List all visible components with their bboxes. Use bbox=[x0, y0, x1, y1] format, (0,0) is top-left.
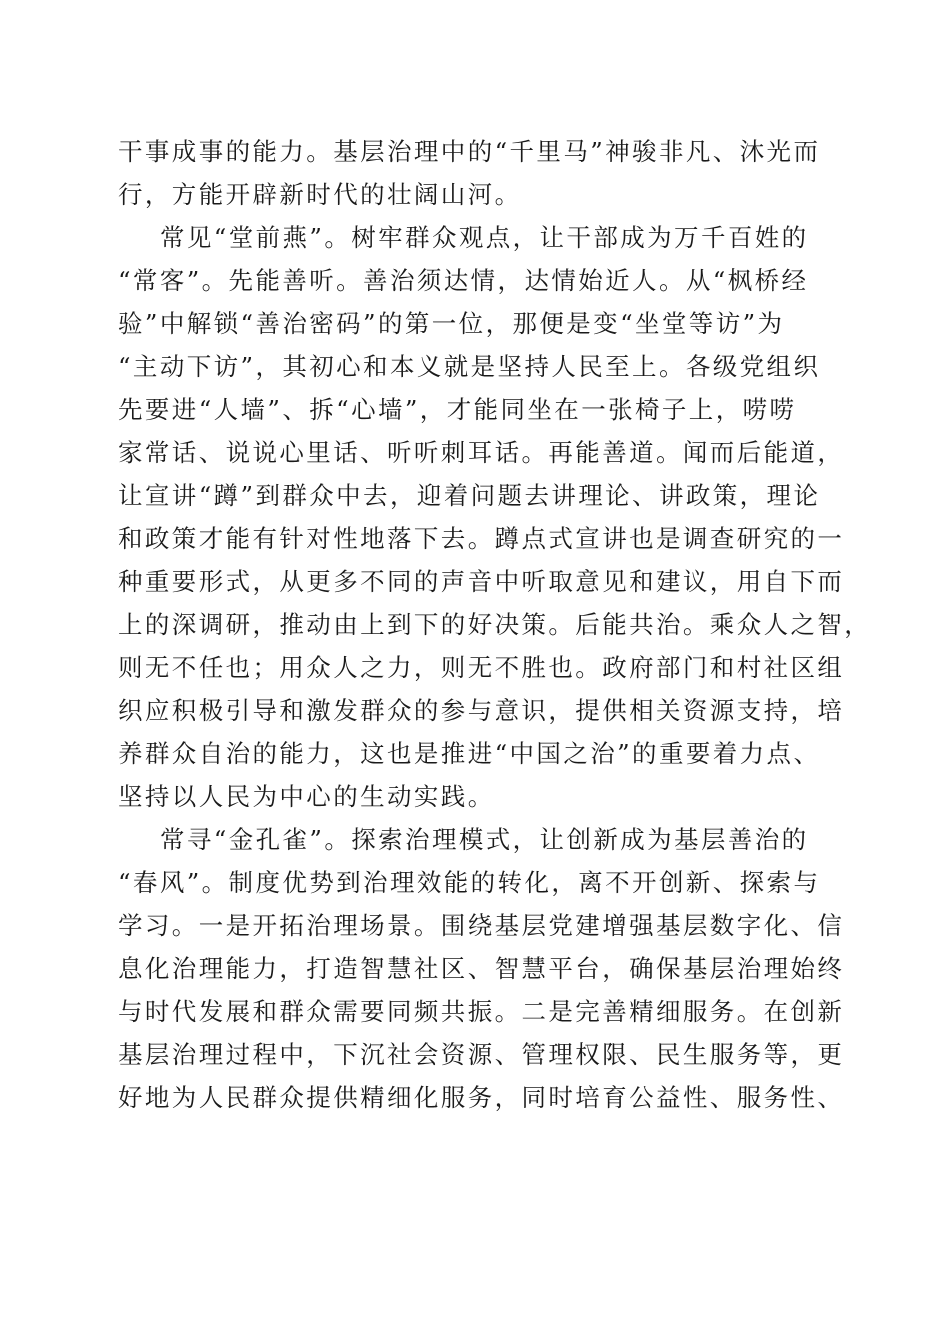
text-line: 息化治理能力，打造智慧社区、智慧平台，确保基层治理始终 bbox=[118, 954, 845, 983]
text-line: 和政策才能有针对性地落下去。蹲点式宣讲也是调查研究的一 bbox=[118, 524, 845, 553]
text-line: 行，方能开辟新时代的壮阔山河。 bbox=[118, 180, 522, 209]
text-line: 先要进“人墙”、拆“心墙”，才能同坐在一张椅子上，唠唠 bbox=[118, 395, 797, 424]
text-line: 坚持以人民为中心的生动实践。 bbox=[118, 782, 495, 811]
text-line: 种重要形式，从更多不同的声音中听取意见和建议，用自下而 bbox=[118, 567, 845, 596]
text-line: 养群众自治的能力，这也是推进“中国之治”的重要着力点、 bbox=[118, 739, 821, 768]
text-line: 验”中解锁“善治密码”的第一位，那便是变“坐堂等访”为 bbox=[118, 309, 785, 338]
paragraph-jinkongque bbox=[118, 818, 845, 1119]
text-line: 与时代发展和群众需要同频共振。二是完善精细服务。在创新 bbox=[118, 997, 845, 1026]
text-line: 则无不任也；用众人之力，则无不胜也。政府部门和村社区组 bbox=[118, 653, 845, 682]
text-line: 常见“堂前燕”。树牢群众观点，让干部成为万千百姓的 bbox=[160, 223, 809, 252]
text-line: 织应积极引导和激发群众的参与意识，提供相关资源支持，培 bbox=[118, 696, 845, 725]
text-line: 好地为人民群众提供精细化服务，同时培育公益性、服务性、 bbox=[118, 1083, 845, 1112]
paragraph-tangqianyan bbox=[118, 216, 872, 818]
paragraph-continuation bbox=[118, 130, 838, 216]
text-line: 家常话、说说心里话、听听刺耳话。再能善道。闻而后能道， bbox=[118, 438, 845, 467]
document-body bbox=[118, 130, 872, 1119]
text-line: “春风”。制度优势到治理效能的转化，离不开创新、探索与 bbox=[118, 868, 821, 897]
text-line: 让宣讲“蹲”到群众中去，迎着问题去讲理论、讲政策，理论 bbox=[118, 481, 821, 510]
text-line: 学习。一是开拓治理场景。围绕基层党建增强基层数字化、信 bbox=[118, 911, 845, 940]
text-line: 常寻“金孔雀”。探索治理模式，让创新成为基层善治的 bbox=[160, 825, 809, 854]
text-line: 干事成事的能力。基层治理中的“千里马”神骏非凡、沐光而 bbox=[118, 137, 821, 166]
text-line: “主动下访”，其初心和本义就是坚持人民至上。各级党组织 bbox=[118, 352, 821, 381]
text-line: 上的深调研，推动由上到下的好决策。后能共治。乘众人之智， bbox=[118, 610, 872, 639]
text-line: 基层治理过程中，下沉社会资源、管理权限、民生服务等，更 bbox=[118, 1040, 845, 1069]
text-line: “常客”。先能善听。善治须达情，达情始近人。从“枫桥经 bbox=[118, 266, 809, 295]
